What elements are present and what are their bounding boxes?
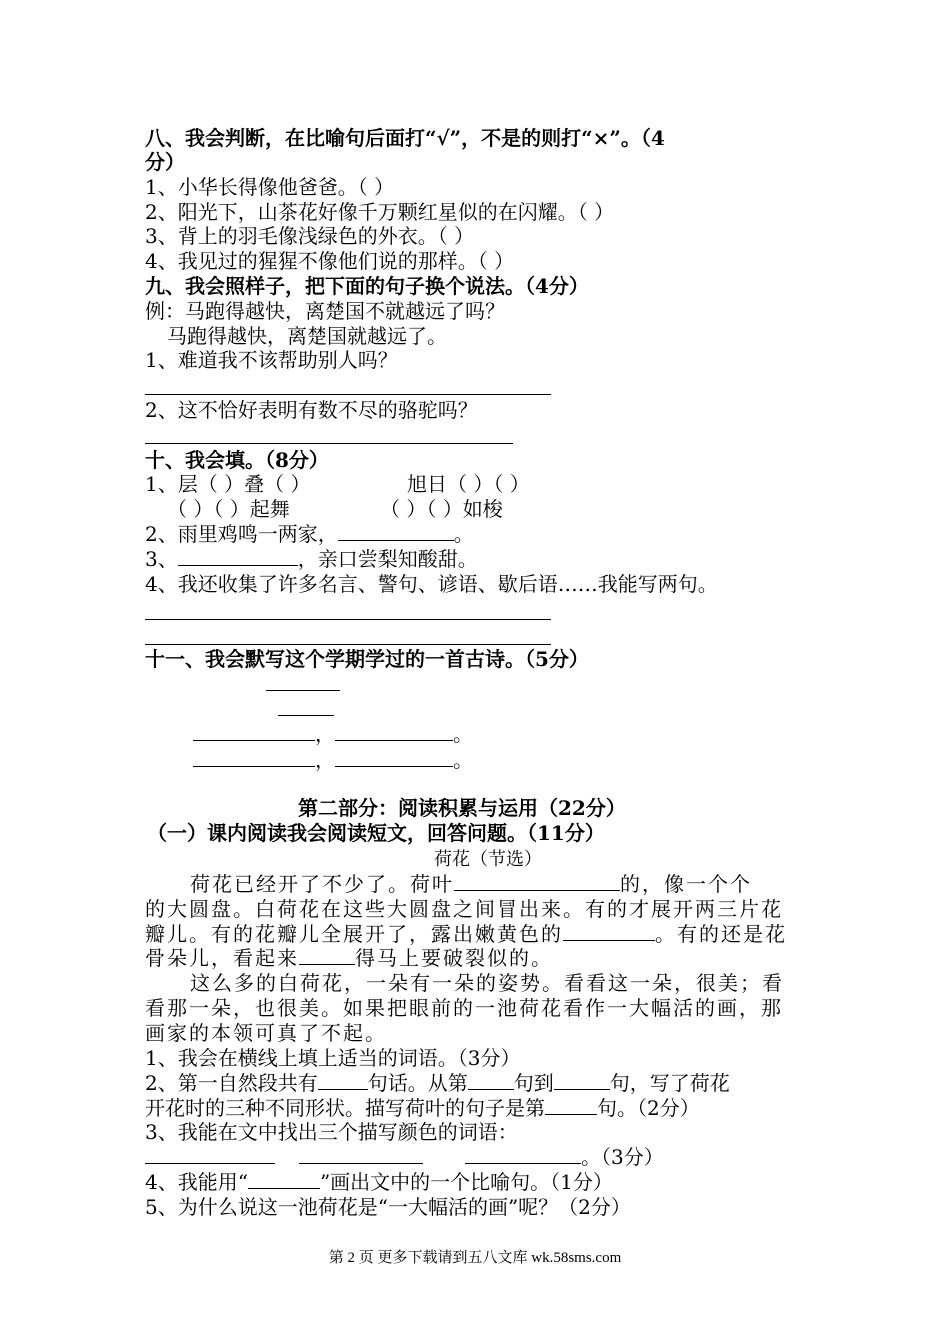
reading-question-1: 1、我会在横线上填上适当的词语。（3分）	[145, 1046, 521, 1070]
passage-line: 这么多的白荷花，一朵有一朵的姿势。看看这一朵，很美；看	[190, 971, 784, 995]
reading-question-5: 5、为什么说这一池荷花是“一大幅活的画”呢？（2分）	[145, 1195, 631, 1219]
s10-line-1b: 旭日（ ）（ ）	[407, 472, 530, 496]
reading-question-3: 3、我能在文中找出三个描写颜色的词语：	[145, 1120, 518, 1144]
fill-blank[interactable]	[335, 748, 453, 767]
s9-question-2: 2、这不恰好表明有数不尽的骆驼吗？	[145, 398, 478, 422]
reading-question-2: 2、第一自然段共有 句话。从第 句到 句，写了荷花	[145, 1071, 730, 1095]
s8-item-3: 3、背上的羽毛像浅绿色的外衣。（ ）	[145, 224, 475, 248]
reading-question-4: 4、我能用“ ”画出文中的一个比喻句。（1分）	[145, 1170, 613, 1194]
fill-blank[interactable]	[248, 1170, 320, 1189]
fill-blank[interactable]	[299, 1145, 423, 1164]
poem-title-line[interactable]	[266, 690, 340, 691]
section-8-heading: 八、我会判断，在比喻句后面打“√”，不是的则打“×”。（4	[145, 126, 665, 150]
section-9-heading: 九、我会照样子，把下面的句子换个说法。（4分）	[145, 274, 589, 298]
s8-item-4: 4、我见过的猩猩不像他们说的那样。（ ）	[145, 249, 515, 273]
answer-line[interactable]	[145, 394, 551, 395]
passage-line: 骨朵儿，看起来 得马上要破裂似的。	[145, 946, 553, 970]
answer-line[interactable]	[145, 619, 551, 620]
poem-author-line[interactable]	[278, 715, 334, 716]
fill-blank[interactable]	[178, 547, 298, 566]
passage-line: 荷花已经开了不少了。荷叶 的，像一个个	[190, 872, 752, 896]
s9-question-1: 1、难道我不该帮助别人吗？	[145, 348, 398, 372]
answer-line[interactable]	[145, 644, 551, 645]
s9-example-2: 马跑得越快，离楚国就越远了。	[167, 324, 447, 348]
s9-example-1: 例：马跑得越快，离楚国不就越远了吗？	[145, 299, 505, 323]
passage-title: 荷花（节选）	[434, 849, 542, 870]
fill-blank[interactable]	[338, 522, 454, 541]
section-11-heading: 十一、我会默写这个学期学过的一首古诗。（5分）	[145, 647, 589, 671]
s10-line-2a: （ ）（ ）起舞	[167, 497, 290, 521]
fill-blank[interactable]	[318, 1071, 368, 1090]
fill-blank[interactable]	[193, 722, 315, 741]
s10-line-4: 3、 ，亲口尝梨知酸甜。	[145, 547, 478, 571]
reading-subheading: （一）课内阅读我会阅读短文，回答问题。（11分）	[147, 821, 605, 845]
fill-blank[interactable]	[335, 722, 453, 741]
fill-blank[interactable]	[468, 1071, 514, 1090]
s10-line-3: 2、雨里鸡鸣一两家， 。	[145, 522, 474, 546]
passage-line: 画家的本领可真了不起。	[145, 1021, 387, 1045]
fill-blank[interactable]	[145, 1145, 275, 1164]
reading-question-2-cont: 开花时的三种不同形状。描写荷叶的句子是第 句。（2分）	[145, 1096, 700, 1120]
fill-blank[interactable]	[545, 1096, 597, 1115]
reading-question-3-blanks: 。（3分）	[145, 1145, 664, 1170]
passage-line: 瓣儿。有的花瓣儿全展开了，露出嫩黄色的 。有的还是花	[145, 922, 787, 946]
fill-blank[interactable]	[193, 748, 315, 767]
s8-item-1: 1、小华长得像他爸爸。（ ）	[145, 175, 395, 199]
answer-line[interactable]	[145, 443, 513, 444]
page-footer: 第 2 页 更多下载请到五八文库 wk.58sms.com	[328, 1250, 622, 1266]
poem-line-2: ， 。	[193, 748, 473, 773]
passage-line: 的大圆盘。白荷花在这些大圆盘之间冒出来。有的才展开两三片花	[145, 897, 783, 921]
s10-line-1a: 1、层（ ）叠（ ）	[145, 472, 311, 496]
passage-line: 看那一朵，也很美。如果把眼前的一池荷花看作一大幅活的画，那	[145, 996, 783, 1020]
section-10-heading: 十、我会填。（8分）	[145, 448, 329, 472]
s8-item-2: 2、阳光下，山茶花好像千万颗红星似的在闪耀。（ ）	[145, 200, 615, 224]
part-2-heading: 第二部分：阅读积累与运用（22分）	[298, 796, 626, 820]
poem-line-1: ， 。	[193, 722, 473, 747]
fill-blank[interactable]	[465, 1145, 581, 1164]
fill-blank[interactable]	[299, 946, 355, 965]
section-8-heading-cont: 分）	[145, 150, 185, 174]
fill-blank[interactable]	[454, 872, 620, 891]
s10-line-5: 4、我还收集了许多名言、警句、谚语、歇后语……我能写两句。	[145, 572, 718, 596]
fill-blank[interactable]	[554, 1071, 610, 1090]
s10-line-2b: （ ）（ ）如梭	[380, 497, 503, 521]
fill-blank[interactable]	[563, 922, 655, 941]
